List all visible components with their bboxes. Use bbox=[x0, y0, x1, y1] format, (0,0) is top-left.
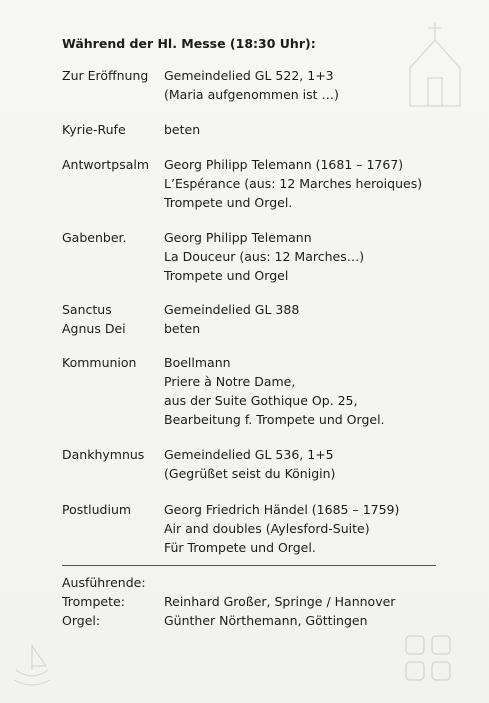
program-label-line: Kommunion bbox=[62, 355, 137, 370]
program-value-line: Bearbeitung f. Trompete und Orgel. bbox=[164, 412, 385, 427]
page-title: Während der Hl. Messe (18:30 Uhr): bbox=[62, 36, 316, 51]
program-value-line: La Douceur (aus: 12 Marches…) bbox=[164, 249, 365, 264]
program-values bbox=[164, 120, 464, 139]
program-label-line: Kyrie-Rufe bbox=[62, 122, 126, 137]
program-label bbox=[62, 300, 162, 338]
performer-role: Orgel: bbox=[62, 613, 101, 628]
performers-section bbox=[62, 573, 462, 630]
program-label bbox=[62, 500, 162, 519]
program-value-line: (Gegrüßet seist du Königin) bbox=[164, 466, 336, 481]
program-label-line: Antwortpsalm bbox=[62, 157, 150, 172]
program-values bbox=[164, 500, 464, 557]
program-value-line: Für Trompete und Orgel. bbox=[164, 540, 316, 555]
program-value-line: Georg Philipp Telemann (1681 – 1767) bbox=[164, 157, 404, 172]
program-label-line: Zur Eröffnung bbox=[62, 68, 149, 83]
program-values bbox=[164, 155, 464, 212]
program-label bbox=[62, 120, 162, 139]
program-label bbox=[62, 445, 162, 464]
program-value-line: Trompete und Orgel. bbox=[164, 195, 293, 210]
program-value-line: beten bbox=[164, 321, 201, 336]
program-value-line: (Maria aufgenommen ist …) bbox=[164, 87, 339, 102]
program-value-line: Gemeindelied GL 522, 1+3 bbox=[164, 68, 334, 83]
program-label bbox=[62, 228, 162, 247]
performer-name: Reinhard Großer, Springe / Hannover bbox=[164, 594, 396, 609]
performers-title-line bbox=[62, 573, 462, 592]
program-value-line: Georg Philipp Telemann bbox=[164, 230, 312, 245]
ornament-watermark-icon bbox=[398, 628, 458, 688]
program-value-line: Gemeindelied GL 388 bbox=[164, 302, 300, 317]
program-values bbox=[164, 300, 464, 338]
program-value-line: Priere à Notre Dame, bbox=[164, 374, 296, 389]
program-value-line: Georg Friedrich Händel (1685 – 1759) bbox=[164, 502, 400, 517]
program-label-line: Gabenber. bbox=[62, 230, 127, 245]
program-label-line: Sanctus bbox=[62, 302, 112, 317]
program-value-line: Boellmann bbox=[164, 355, 231, 370]
program-value-line: beten bbox=[164, 122, 201, 137]
performer-name: Günther Nörthemann, Göttingen bbox=[164, 613, 368, 628]
program-label bbox=[62, 353, 162, 372]
program-value-line: Trompete und Orgel bbox=[164, 268, 289, 283]
performers-title: Ausführende: bbox=[62, 575, 146, 590]
program-value-line: Gemeindelied GL 536, 1+5 bbox=[164, 447, 334, 462]
boat-watermark-icon bbox=[12, 640, 52, 690]
performer-row bbox=[62, 611, 462, 630]
program-value-line: L’Espérance (aus: 12 Marches heroiques) bbox=[164, 176, 423, 191]
program-values bbox=[164, 66, 464, 104]
program-value-line: aus der Suite Gothique Op. 25, bbox=[164, 393, 358, 408]
program-label-line: Postludium bbox=[62, 502, 132, 517]
performer-role: Trompete: bbox=[62, 594, 125, 609]
program-label-line: Dankhymnus bbox=[62, 447, 145, 462]
program-label-line: Agnus Dei bbox=[62, 321, 126, 336]
program-values bbox=[164, 228, 464, 285]
program-label bbox=[62, 66, 162, 85]
program-values bbox=[164, 445, 464, 483]
performer-row bbox=[62, 592, 462, 611]
program-value-line: Air and doubles (Aylesford-Suite) bbox=[164, 521, 370, 536]
program-label bbox=[62, 155, 162, 174]
divider bbox=[62, 565, 436, 566]
program-values bbox=[164, 353, 464, 429]
